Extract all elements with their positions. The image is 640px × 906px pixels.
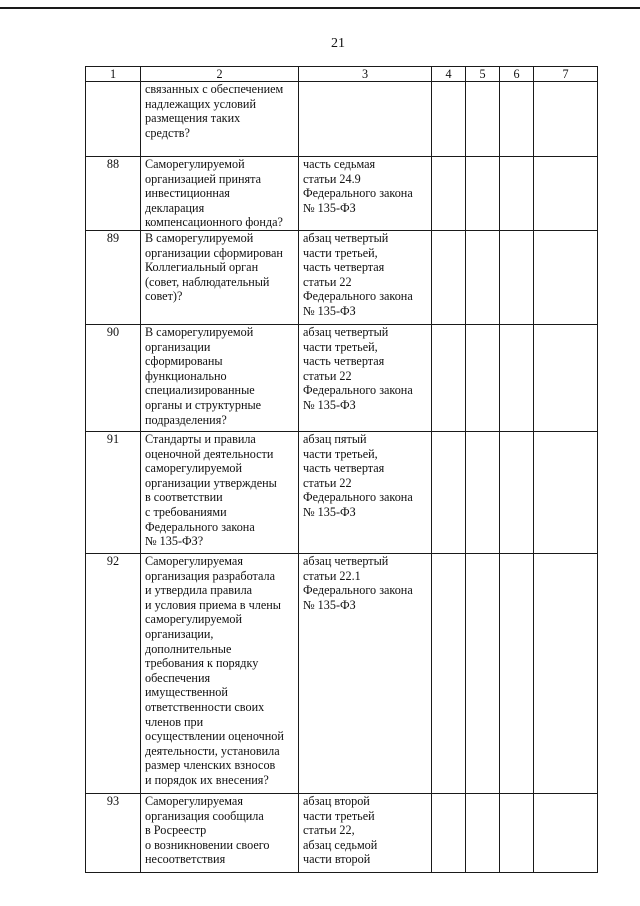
row-number-cell: 89: [86, 230, 141, 324]
not-applicable-cell: [500, 553, 534, 793]
answer-no-cell: [466, 230, 500, 324]
question-cell: связанных с обеспечением надлежащих условий размещения таких средств?: [141, 82, 299, 157]
row-number-cell: 90: [86, 324, 141, 431]
page-number: 21: [331, 36, 345, 51]
question-cell: Саморегулируемая организация разработала и утвердила правила и условия приема в члены саморегулируемой организации, дополнительные требования к порядку обеспечения имущественной ответственности своих членов при осуществлении оценочной деятельности, установила размер членских взносов и порядок их внесения?: [141, 553, 299, 793]
table-row: [86, 324, 598, 431]
answer-yes-cell: [432, 793, 466, 872]
legal-reference-cell: абзац четвертый статьи 22.1 Федерального закона № 135-ФЗ: [299, 553, 432, 793]
question-cell: В саморегулируемой организации сформирован Коллегиальный орган (совет, наблюдательный совет)?: [141, 230, 299, 324]
note-cell: [534, 82, 598, 157]
header-col-1: 1: [86, 67, 141, 82]
not-applicable-cell: [500, 793, 534, 872]
header-col-6: 6: [500, 67, 534, 82]
row-number-cell: 88: [86, 157, 141, 231]
legal-reference-cell: абзац четвертый части третьей, часть четвертая статьи 22 Федерального закона № 135-ФЗ: [299, 230, 432, 324]
table-row: [86, 157, 598, 231]
table-row: [86, 230, 598, 324]
note-cell: [534, 793, 598, 872]
requirements-table: [85, 66, 598, 873]
legal-reference-cell: абзац второй части третьей статьи 22, абзац седьмой части второй: [299, 793, 432, 872]
row-number-cell: 91: [86, 431, 141, 553]
legal-reference-cell: [299, 82, 432, 157]
answer-no-cell: [466, 324, 500, 431]
question-cell: В саморегулируемой организации сформированы функционально специализированные органы и структурные подразделения?: [141, 324, 299, 431]
note-cell: [534, 157, 598, 231]
header-col-2: 2: [141, 67, 299, 82]
answer-yes-cell: [432, 230, 466, 324]
header-col-3: 3: [299, 67, 432, 82]
not-applicable-cell: [500, 324, 534, 431]
answer-no-cell: [466, 82, 500, 157]
not-applicable-cell: [500, 230, 534, 324]
answer-yes-cell: [432, 553, 466, 793]
row-number-cell: [86, 82, 141, 157]
header-col-7: 7: [534, 67, 598, 82]
not-applicable-cell: [500, 431, 534, 553]
answer-yes-cell: [432, 82, 466, 157]
header-col-4: 4: [432, 67, 466, 82]
top-border-line: [0, 7, 640, 9]
answer-yes-cell: [432, 324, 466, 431]
question-cell: Саморегулируемой организацией принята инвестиционная декларация компенсационного фонда?: [141, 157, 299, 231]
legal-reference-cell: часть седьмая статьи 24.9 Федерального закона № 135-ФЗ: [299, 157, 432, 231]
question-cell: Стандарты и правила оценочной деятельности саморегулируемой организации утверждены в соответствии с требованиями Федерального закона № 135-ФЗ?: [141, 431, 299, 553]
answer-yes-cell: [432, 431, 466, 553]
row-number-cell: 92: [86, 553, 141, 793]
note-cell: [534, 230, 598, 324]
note-cell: [534, 553, 598, 793]
note-cell: [534, 431, 598, 553]
answer-no-cell: [466, 553, 500, 793]
answer-no-cell: [466, 431, 500, 553]
table-row: [86, 793, 598, 872]
answer-yes-cell: [432, 157, 466, 231]
answer-no-cell: [466, 157, 500, 231]
note-cell: [534, 324, 598, 431]
legal-reference-cell: абзац четвертый части третьей, часть четвертая статьи 22 Федерального закона № 135-ФЗ: [299, 324, 432, 431]
question-cell: Саморегулируемая организация сообщила в Росреестр о возникновении своего несоответствия: [141, 793, 299, 872]
header-col-5: 5: [466, 67, 500, 82]
not-applicable-cell: [500, 82, 534, 157]
table-row: [86, 431, 598, 553]
legal-reference-cell: абзац пятый части третьей, часть четвертая статьи 22 Федерального закона № 135-ФЗ: [299, 431, 432, 553]
answer-no-cell: [466, 793, 500, 872]
not-applicable-cell: [500, 157, 534, 231]
table-row: [86, 553, 598, 793]
row-number-cell: 93: [86, 793, 141, 872]
table-row-continuation: [86, 82, 598, 157]
header-row: [86, 67, 598, 82]
